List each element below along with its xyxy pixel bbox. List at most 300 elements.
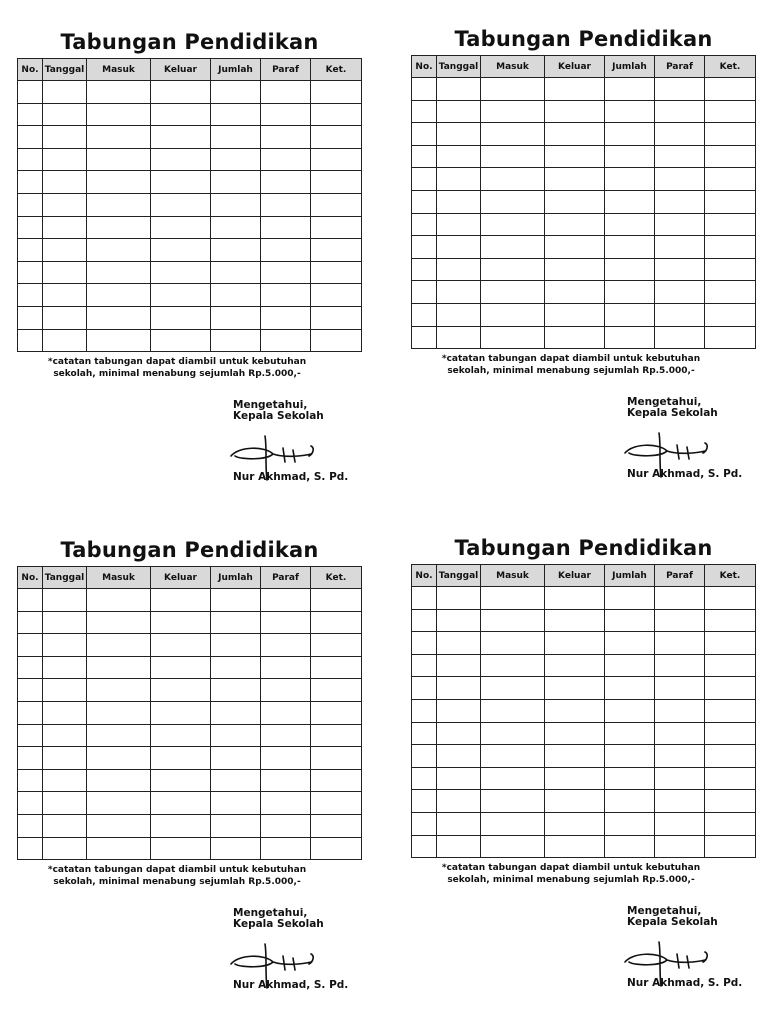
ledger-cell[interactable] bbox=[705, 722, 756, 745]
ledger-cell[interactable] bbox=[311, 656, 362, 679]
ledger-cell[interactable] bbox=[605, 677, 655, 700]
ledger-cell[interactable] bbox=[151, 284, 211, 307]
ledger-cell[interactable] bbox=[412, 145, 437, 168]
ledger-cell[interactable] bbox=[87, 81, 151, 104]
ledger-cell[interactable] bbox=[412, 326, 437, 349]
ledger-cell[interactable] bbox=[87, 126, 151, 149]
ledger-cell[interactable] bbox=[655, 835, 705, 858]
ledger-cell[interactable] bbox=[437, 145, 481, 168]
ledger-cell[interactable] bbox=[705, 632, 756, 655]
ledger-cell[interactable] bbox=[545, 609, 605, 632]
ledger-cell[interactable] bbox=[261, 701, 311, 724]
ledger-cell[interactable] bbox=[18, 216, 43, 239]
ledger-cell[interactable] bbox=[43, 261, 87, 284]
ledger-cell[interactable] bbox=[211, 126, 261, 149]
ledger-cell[interactable] bbox=[705, 812, 756, 835]
ledger-cell[interactable] bbox=[481, 722, 545, 745]
ledger-cell[interactable] bbox=[87, 769, 151, 792]
ledger-cell[interactable] bbox=[311, 814, 362, 837]
ledger-cell[interactable] bbox=[655, 699, 705, 722]
ledger-cell[interactable] bbox=[545, 677, 605, 700]
ledger-cell[interactable] bbox=[261, 193, 311, 216]
ledger-cell[interactable] bbox=[605, 123, 655, 146]
ledger-cell[interactable] bbox=[311, 747, 362, 770]
ledger-cell[interactable] bbox=[261, 81, 311, 104]
ledger-cell[interactable] bbox=[437, 236, 481, 259]
ledger-cell[interactable] bbox=[18, 329, 43, 352]
ledger-cell[interactable] bbox=[605, 587, 655, 610]
ledger-cell[interactable] bbox=[311, 126, 362, 149]
ledger-cell[interactable] bbox=[481, 168, 545, 191]
ledger-cell[interactable] bbox=[18, 792, 43, 815]
ledger-cell[interactable] bbox=[437, 632, 481, 655]
ledger-cell[interactable] bbox=[545, 100, 605, 123]
ledger-cell[interactable] bbox=[412, 767, 437, 790]
ledger-cell[interactable] bbox=[605, 258, 655, 281]
ledger-cell[interactable] bbox=[545, 145, 605, 168]
ledger-cell[interactable] bbox=[545, 745, 605, 768]
ledger-cell[interactable] bbox=[211, 148, 261, 171]
ledger-cell[interactable] bbox=[151, 81, 211, 104]
ledger-cell[interactable] bbox=[311, 769, 362, 792]
ledger-cell[interactable] bbox=[481, 236, 545, 259]
ledger-cell[interactable] bbox=[412, 213, 437, 236]
ledger-cell[interactable] bbox=[655, 632, 705, 655]
ledger-cell[interactable] bbox=[87, 701, 151, 724]
ledger-cell[interactable] bbox=[605, 745, 655, 768]
ledger-cell[interactable] bbox=[311, 193, 362, 216]
ledger-cell[interactable] bbox=[18, 284, 43, 307]
ledger-cell[interactable] bbox=[211, 329, 261, 352]
ledger-cell[interactable] bbox=[18, 306, 43, 329]
ledger-cell[interactable] bbox=[605, 303, 655, 326]
ledger-cell[interactable] bbox=[261, 216, 311, 239]
ledger-cell[interactable] bbox=[437, 699, 481, 722]
ledger-cell[interactable] bbox=[151, 148, 211, 171]
ledger-cell[interactable] bbox=[87, 589, 151, 612]
ledger-cell[interactable] bbox=[705, 123, 756, 146]
ledger-cell[interactable] bbox=[481, 790, 545, 813]
ledger-cell[interactable] bbox=[311, 284, 362, 307]
ledger-cell[interactable] bbox=[605, 790, 655, 813]
ledger-cell[interactable] bbox=[655, 587, 705, 610]
ledger-cell[interactable] bbox=[437, 213, 481, 236]
ledger-cell[interactable] bbox=[605, 812, 655, 835]
ledger-cell[interactable] bbox=[655, 812, 705, 835]
ledger-cell[interactable] bbox=[605, 722, 655, 745]
ledger-cell[interactable] bbox=[18, 239, 43, 262]
ledger-cell[interactable] bbox=[655, 654, 705, 677]
ledger-cell[interactable] bbox=[43, 634, 87, 657]
ledger-cell[interactable] bbox=[412, 722, 437, 745]
ledger-cell[interactable] bbox=[211, 656, 261, 679]
ledger-cell[interactable] bbox=[412, 190, 437, 213]
ledger-cell[interactable] bbox=[261, 656, 311, 679]
ledger-cell[interactable] bbox=[437, 745, 481, 768]
ledger-cell[interactable] bbox=[481, 609, 545, 632]
ledger-cell[interactable] bbox=[412, 236, 437, 259]
ledger-cell[interactable] bbox=[261, 747, 311, 770]
ledger-cell[interactable] bbox=[412, 281, 437, 304]
ledger-cell[interactable] bbox=[87, 216, 151, 239]
ledger-cell[interactable] bbox=[311, 329, 362, 352]
ledger-cell[interactable] bbox=[211, 171, 261, 194]
ledger-cell[interactable] bbox=[311, 634, 362, 657]
ledger-cell[interactable] bbox=[43, 656, 87, 679]
ledger-cell[interactable] bbox=[412, 609, 437, 632]
ledger-cell[interactable] bbox=[151, 611, 211, 634]
ledger-cell[interactable] bbox=[412, 632, 437, 655]
ledger-cell[interactable] bbox=[437, 281, 481, 304]
ledger-cell[interactable] bbox=[261, 634, 311, 657]
ledger-cell[interactable] bbox=[705, 609, 756, 632]
ledger-cell[interactable] bbox=[412, 100, 437, 123]
ledger-cell[interactable] bbox=[437, 123, 481, 146]
ledger-cell[interactable] bbox=[87, 103, 151, 126]
ledger-cell[interactable] bbox=[437, 78, 481, 101]
ledger-cell[interactable] bbox=[655, 722, 705, 745]
ledger-cell[interactable] bbox=[605, 145, 655, 168]
ledger-cell[interactable] bbox=[261, 261, 311, 284]
ledger-cell[interactable] bbox=[151, 634, 211, 657]
ledger-cell[interactable] bbox=[87, 814, 151, 837]
ledger-cell[interactable] bbox=[87, 284, 151, 307]
ledger-cell[interactable] bbox=[87, 611, 151, 634]
ledger-cell[interactable] bbox=[261, 589, 311, 612]
ledger-cell[interactable] bbox=[545, 303, 605, 326]
ledger-cell[interactable] bbox=[481, 326, 545, 349]
ledger-cell[interactable] bbox=[87, 724, 151, 747]
ledger-cell[interactable] bbox=[211, 769, 261, 792]
ledger-cell[interactable] bbox=[18, 126, 43, 149]
ledger-cell[interactable] bbox=[481, 587, 545, 610]
ledger-cell[interactable] bbox=[412, 258, 437, 281]
ledger-cell[interactable] bbox=[605, 236, 655, 259]
ledger-cell[interactable] bbox=[211, 724, 261, 747]
ledger-cell[interactable] bbox=[705, 190, 756, 213]
ledger-cell[interactable] bbox=[605, 767, 655, 790]
ledger-cell[interactable] bbox=[18, 837, 43, 860]
ledger-cell[interactable] bbox=[412, 123, 437, 146]
ledger-cell[interactable] bbox=[655, 303, 705, 326]
ledger-cell[interactable] bbox=[261, 769, 311, 792]
ledger-cell[interactable] bbox=[655, 100, 705, 123]
ledger-cell[interactable] bbox=[655, 258, 705, 281]
ledger-cell[interactable] bbox=[151, 814, 211, 837]
ledger-cell[interactable] bbox=[211, 193, 261, 216]
ledger-cell[interactable] bbox=[437, 722, 481, 745]
ledger-cell[interactable] bbox=[18, 193, 43, 216]
ledger-cell[interactable] bbox=[545, 213, 605, 236]
ledger-cell[interactable] bbox=[412, 303, 437, 326]
ledger-cell[interactable] bbox=[261, 837, 311, 860]
ledger-cell[interactable] bbox=[261, 171, 311, 194]
ledger-cell[interactable] bbox=[261, 792, 311, 815]
ledger-cell[interactable] bbox=[43, 814, 87, 837]
ledger-cell[interactable] bbox=[211, 261, 261, 284]
ledger-cell[interactable] bbox=[545, 190, 605, 213]
ledger-cell[interactable] bbox=[481, 677, 545, 700]
ledger-cell[interactable] bbox=[605, 326, 655, 349]
ledger-cell[interactable] bbox=[18, 747, 43, 770]
ledger-cell[interactable] bbox=[151, 306, 211, 329]
ledger-cell[interactable] bbox=[18, 656, 43, 679]
ledger-cell[interactable] bbox=[151, 329, 211, 352]
ledger-cell[interactable] bbox=[151, 679, 211, 702]
ledger-cell[interactable] bbox=[605, 213, 655, 236]
ledger-cell[interactable] bbox=[655, 281, 705, 304]
ledger-cell[interactable] bbox=[261, 814, 311, 837]
ledger-cell[interactable] bbox=[261, 329, 311, 352]
ledger-cell[interactable] bbox=[655, 78, 705, 101]
ledger-cell[interactable] bbox=[437, 190, 481, 213]
ledger-cell[interactable] bbox=[151, 837, 211, 860]
ledger-cell[interactable] bbox=[605, 699, 655, 722]
ledger-cell[interactable] bbox=[605, 835, 655, 858]
ledger-cell[interactable] bbox=[605, 168, 655, 191]
ledger-cell[interactable] bbox=[151, 747, 211, 770]
ledger-cell[interactable] bbox=[43, 81, 87, 104]
ledger-cell[interactable] bbox=[655, 790, 705, 813]
ledger-cell[interactable] bbox=[545, 258, 605, 281]
ledger-cell[interactable] bbox=[18, 679, 43, 702]
ledger-cell[interactable] bbox=[437, 790, 481, 813]
ledger-cell[interactable] bbox=[655, 145, 705, 168]
ledger-cell[interactable] bbox=[545, 587, 605, 610]
ledger-cell[interactable] bbox=[705, 790, 756, 813]
ledger-cell[interactable] bbox=[211, 103, 261, 126]
ledger-cell[interactable] bbox=[655, 326, 705, 349]
ledger-cell[interactable] bbox=[605, 632, 655, 655]
ledger-cell[interactable] bbox=[43, 193, 87, 216]
ledger-cell[interactable] bbox=[481, 78, 545, 101]
ledger-cell[interactable] bbox=[211, 837, 261, 860]
ledger-cell[interactable] bbox=[412, 168, 437, 191]
ledger-cell[interactable] bbox=[261, 679, 311, 702]
ledger-cell[interactable] bbox=[655, 213, 705, 236]
ledger-cell[interactable] bbox=[655, 123, 705, 146]
ledger-cell[interactable] bbox=[481, 213, 545, 236]
ledger-cell[interactable] bbox=[605, 654, 655, 677]
ledger-cell[interactable] bbox=[545, 790, 605, 813]
ledger-cell[interactable] bbox=[412, 745, 437, 768]
ledger-cell[interactable] bbox=[481, 654, 545, 677]
ledger-cell[interactable] bbox=[705, 78, 756, 101]
ledger-cell[interactable] bbox=[705, 587, 756, 610]
ledger-cell[interactable] bbox=[18, 724, 43, 747]
ledger-cell[interactable] bbox=[18, 81, 43, 104]
ledger-cell[interactable] bbox=[43, 837, 87, 860]
ledger-cell[interactable] bbox=[437, 587, 481, 610]
ledger-cell[interactable] bbox=[545, 632, 605, 655]
ledger-cell[interactable] bbox=[43, 769, 87, 792]
ledger-cell[interactable] bbox=[261, 239, 311, 262]
ledger-cell[interactable] bbox=[18, 589, 43, 612]
ledger-cell[interactable] bbox=[151, 656, 211, 679]
ledger-cell[interactable] bbox=[87, 837, 151, 860]
ledger-cell[interactable] bbox=[211, 589, 261, 612]
ledger-cell[interactable] bbox=[43, 747, 87, 770]
ledger-cell[interactable] bbox=[43, 611, 87, 634]
ledger-cell[interactable] bbox=[43, 792, 87, 815]
ledger-cell[interactable] bbox=[437, 654, 481, 677]
ledger-cell[interactable] bbox=[705, 100, 756, 123]
ledger-cell[interactable] bbox=[705, 326, 756, 349]
ledger-cell[interactable] bbox=[655, 168, 705, 191]
ledger-cell[interactable] bbox=[87, 656, 151, 679]
ledger-cell[interactable] bbox=[545, 699, 605, 722]
ledger-cell[interactable] bbox=[481, 123, 545, 146]
ledger-cell[interactable] bbox=[605, 281, 655, 304]
ledger-cell[interactable] bbox=[705, 213, 756, 236]
ledger-cell[interactable] bbox=[545, 281, 605, 304]
ledger-cell[interactable] bbox=[705, 236, 756, 259]
ledger-cell[interactable] bbox=[311, 148, 362, 171]
ledger-cell[interactable] bbox=[43, 589, 87, 612]
ledger-cell[interactable] bbox=[481, 767, 545, 790]
ledger-cell[interactable] bbox=[87, 634, 151, 657]
ledger-cell[interactable] bbox=[211, 814, 261, 837]
ledger-cell[interactable] bbox=[151, 589, 211, 612]
ledger-cell[interactable] bbox=[412, 587, 437, 610]
ledger-cell[interactable] bbox=[211, 747, 261, 770]
ledger-cell[interactable] bbox=[412, 812, 437, 835]
ledger-cell[interactable] bbox=[437, 835, 481, 858]
ledger-cell[interactable] bbox=[481, 145, 545, 168]
ledger-cell[interactable] bbox=[437, 326, 481, 349]
ledger-cell[interactable] bbox=[481, 745, 545, 768]
ledger-cell[interactable] bbox=[18, 261, 43, 284]
ledger-cell[interactable] bbox=[481, 632, 545, 655]
ledger-cell[interactable] bbox=[655, 609, 705, 632]
ledger-cell[interactable] bbox=[43, 148, 87, 171]
ledger-cell[interactable] bbox=[655, 745, 705, 768]
ledger-cell[interactable] bbox=[211, 679, 261, 702]
ledger-cell[interactable] bbox=[211, 701, 261, 724]
ledger-cell[interactable] bbox=[545, 168, 605, 191]
ledger-cell[interactable] bbox=[481, 190, 545, 213]
ledger-cell[interactable] bbox=[655, 767, 705, 790]
ledger-cell[interactable] bbox=[545, 767, 605, 790]
ledger-cell[interactable] bbox=[311, 724, 362, 747]
ledger-cell[interactable] bbox=[87, 261, 151, 284]
ledger-cell[interactable] bbox=[311, 611, 362, 634]
ledger-cell[interactable] bbox=[311, 701, 362, 724]
ledger-cell[interactable] bbox=[605, 609, 655, 632]
ledger-cell[interactable] bbox=[311, 589, 362, 612]
ledger-cell[interactable] bbox=[151, 724, 211, 747]
ledger-cell[interactable] bbox=[261, 148, 311, 171]
ledger-cell[interactable] bbox=[261, 611, 311, 634]
ledger-cell[interactable] bbox=[43, 126, 87, 149]
ledger-cell[interactable] bbox=[655, 677, 705, 700]
ledger-cell[interactable] bbox=[151, 126, 211, 149]
ledger-cell[interactable] bbox=[481, 835, 545, 858]
ledger-cell[interactable] bbox=[87, 747, 151, 770]
ledger-cell[interactable] bbox=[43, 239, 87, 262]
ledger-cell[interactable] bbox=[481, 258, 545, 281]
ledger-cell[interactable] bbox=[151, 216, 211, 239]
ledger-cell[interactable] bbox=[437, 677, 481, 700]
ledger-cell[interactable] bbox=[481, 812, 545, 835]
ledger-cell[interactable] bbox=[43, 216, 87, 239]
ledger-cell[interactable] bbox=[437, 258, 481, 281]
ledger-cell[interactable] bbox=[151, 193, 211, 216]
ledger-cell[interactable] bbox=[311, 792, 362, 815]
ledger-cell[interactable] bbox=[437, 303, 481, 326]
ledger-cell[interactable] bbox=[605, 190, 655, 213]
ledger-cell[interactable] bbox=[412, 78, 437, 101]
ledger-cell[interactable] bbox=[261, 306, 311, 329]
ledger-cell[interactable] bbox=[261, 284, 311, 307]
ledger-cell[interactable] bbox=[545, 236, 605, 259]
ledger-cell[interactable] bbox=[211, 239, 261, 262]
ledger-cell[interactable] bbox=[437, 168, 481, 191]
ledger-cell[interactable] bbox=[211, 216, 261, 239]
ledger-cell[interactable] bbox=[605, 78, 655, 101]
ledger-cell[interactable] bbox=[311, 171, 362, 194]
ledger-cell[interactable] bbox=[18, 769, 43, 792]
ledger-cell[interactable] bbox=[311, 216, 362, 239]
ledger-cell[interactable] bbox=[705, 677, 756, 700]
ledger-cell[interactable] bbox=[545, 123, 605, 146]
ledger-cell[interactable] bbox=[151, 701, 211, 724]
ledger-cell[interactable] bbox=[545, 812, 605, 835]
ledger-cell[interactable] bbox=[545, 654, 605, 677]
ledger-cell[interactable] bbox=[705, 303, 756, 326]
ledger-cell[interactable] bbox=[43, 103, 87, 126]
ledger-cell[interactable] bbox=[705, 654, 756, 677]
ledger-cell[interactable] bbox=[211, 284, 261, 307]
ledger-cell[interactable] bbox=[87, 792, 151, 815]
ledger-cell[interactable] bbox=[211, 634, 261, 657]
ledger-cell[interactable] bbox=[18, 701, 43, 724]
ledger-cell[interactable] bbox=[437, 767, 481, 790]
ledger-cell[interactable] bbox=[545, 835, 605, 858]
ledger-cell[interactable] bbox=[87, 329, 151, 352]
ledger-cell[interactable] bbox=[211, 611, 261, 634]
ledger-cell[interactable] bbox=[481, 281, 545, 304]
ledger-cell[interactable] bbox=[87, 193, 151, 216]
ledger-cell[interactable] bbox=[261, 103, 311, 126]
ledger-cell[interactable] bbox=[151, 103, 211, 126]
ledger-cell[interactable] bbox=[311, 306, 362, 329]
ledger-cell[interactable] bbox=[261, 724, 311, 747]
ledger-cell[interactable] bbox=[43, 306, 87, 329]
ledger-cell[interactable] bbox=[311, 239, 362, 262]
ledger-cell[interactable] bbox=[545, 326, 605, 349]
ledger-cell[interactable] bbox=[87, 306, 151, 329]
ledger-cell[interactable] bbox=[43, 701, 87, 724]
ledger-cell[interactable] bbox=[705, 258, 756, 281]
ledger-cell[interactable] bbox=[311, 81, 362, 104]
ledger-cell[interactable] bbox=[18, 148, 43, 171]
ledger-cell[interactable] bbox=[311, 837, 362, 860]
ledger-cell[interactable] bbox=[18, 634, 43, 657]
ledger-cell[interactable] bbox=[87, 171, 151, 194]
ledger-cell[interactable] bbox=[211, 306, 261, 329]
ledger-cell[interactable] bbox=[43, 724, 87, 747]
ledger-cell[interactable] bbox=[18, 814, 43, 837]
ledger-cell[interactable] bbox=[43, 329, 87, 352]
ledger-cell[interactable] bbox=[211, 792, 261, 815]
ledger-cell[interactable] bbox=[655, 236, 705, 259]
ledger-cell[interactable] bbox=[705, 745, 756, 768]
ledger-cell[interactable] bbox=[655, 190, 705, 213]
ledger-cell[interactable] bbox=[481, 699, 545, 722]
ledger-cell[interactable] bbox=[87, 239, 151, 262]
ledger-cell[interactable] bbox=[545, 722, 605, 745]
